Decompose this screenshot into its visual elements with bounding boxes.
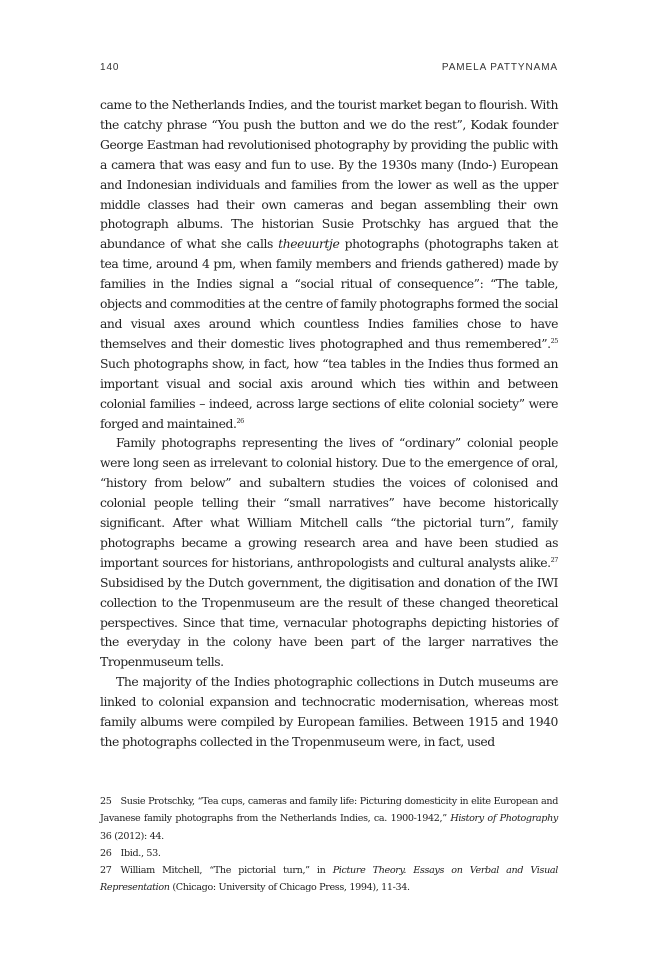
footnote-number: 26 <box>100 847 112 859</box>
paragraph-3 <box>100 672 558 752</box>
text-run: photographs (photographs taken at tea time, around 4 pm, when family members and friends gathered) made by families in the Indies signal a “social ritual of consequence”: “The table, objects and commodities at the centre of family photographs formed the social and visual axes around which countless Indies families chose to have themselves and their domestic lives photographed and thus remembered”. <box>100 236 558 351</box>
body-text <box>100 95 558 752</box>
text-run: Subsidised by the Dutch government, the digitisation and donation of the IWI collection to the Tropenmuseum are the result of these changed theoretical perspectives. Since that time, vernacular photographs depicting histories of the everyday in the colony have been part of the larger narratives the Tropenmuseum tells. <box>100 574 558 670</box>
footnote-25 <box>100 793 558 845</box>
italic-term: theeuurtje <box>278 236 340 252</box>
footnote-number: 27 <box>100 865 112 877</box>
paragraph-1 <box>100 95 558 433</box>
footnote-text: Susie Protschky, “Tea cups, cameras and family life: Picturing domesticity in elite European and Javanese family photographs from the Netherlands Indies, ca. 1900-1942,” <box>100 796 558 825</box>
footnotes <box>100 793 558 897</box>
note-reference: 27 <box>550 555 558 564</box>
page-header <box>100 62 558 76</box>
page-number: 140 <box>100 62 120 73</box>
footnote-26 <box>100 845 558 862</box>
footnote-text: Ibid., 53. <box>120 847 161 859</box>
footnote-title: History of Photography <box>450 813 558 825</box>
footnote-title: Picture Theory. Essays on Verbal and Visual Representation <box>100 865 558 894</box>
note-reference: 26 <box>236 416 244 425</box>
running-head: PAMELA PATTYNAMA <box>441 62 558 73</box>
footnote-text: 36 (2012): 44. <box>100 830 164 842</box>
footnote-27 <box>100 862 558 897</box>
text-run: Family photographs representing the lives of “ordinary” colonial people were long seen as irrelevant to colonial history. Due to the emergence of oral, “history from below” and subaltern studies the voices of colonised and colonial people telling their “small narratives” have become historically significant. After what William Mitchell calls “the pictorial turn”, family photographs became a growing research area and have been studied as important sources for historians, anthropologists and cultural analysts alike. <box>100 435 558 570</box>
note-reference: 25 <box>550 336 558 345</box>
text-run: came to the Netherlands Indies, and the tourist market began to flourish. With the catchy phrase “You push the button and we do the rest”, Kodak founder George Eastman had revolutionised photography by providing the public with a camera that was easy and fun to use. By the 1930s many (Indo-) European and Indonesian individuals and families from the lower as well as the upper middle classes had their own cameras and began assembling their own photograph albums. The historian Susie Protschky has argued that the abundance of what she calls <box>100 97 558 252</box>
footnote-text: (Chicago: University of Chicago Press, 1994), 11-34. <box>169 882 410 894</box>
text-run: Such photographs show, in fact, how “tea tables in the Indies thus formed an important visual and social axis around which ties within and between colonial families – indeed, across large sections of elite colonial society” were forged and maintained. <box>100 355 558 431</box>
footnote-number: 25 <box>100 796 112 807</box>
paragraph-2 <box>100 433 558 672</box>
footnote-text: William Mitchell, “The pictorial turn,” in <box>120 865 333 877</box>
text-run: The majority of the Indies photographic collections in Dutch museums are linked to colonial expansion and technocratic modernisation, whereas most family albums were compiled by European families. Between 1915 and 1940 the photographs collected in the Tropenmuseum were, in fact, used <box>100 674 558 749</box>
